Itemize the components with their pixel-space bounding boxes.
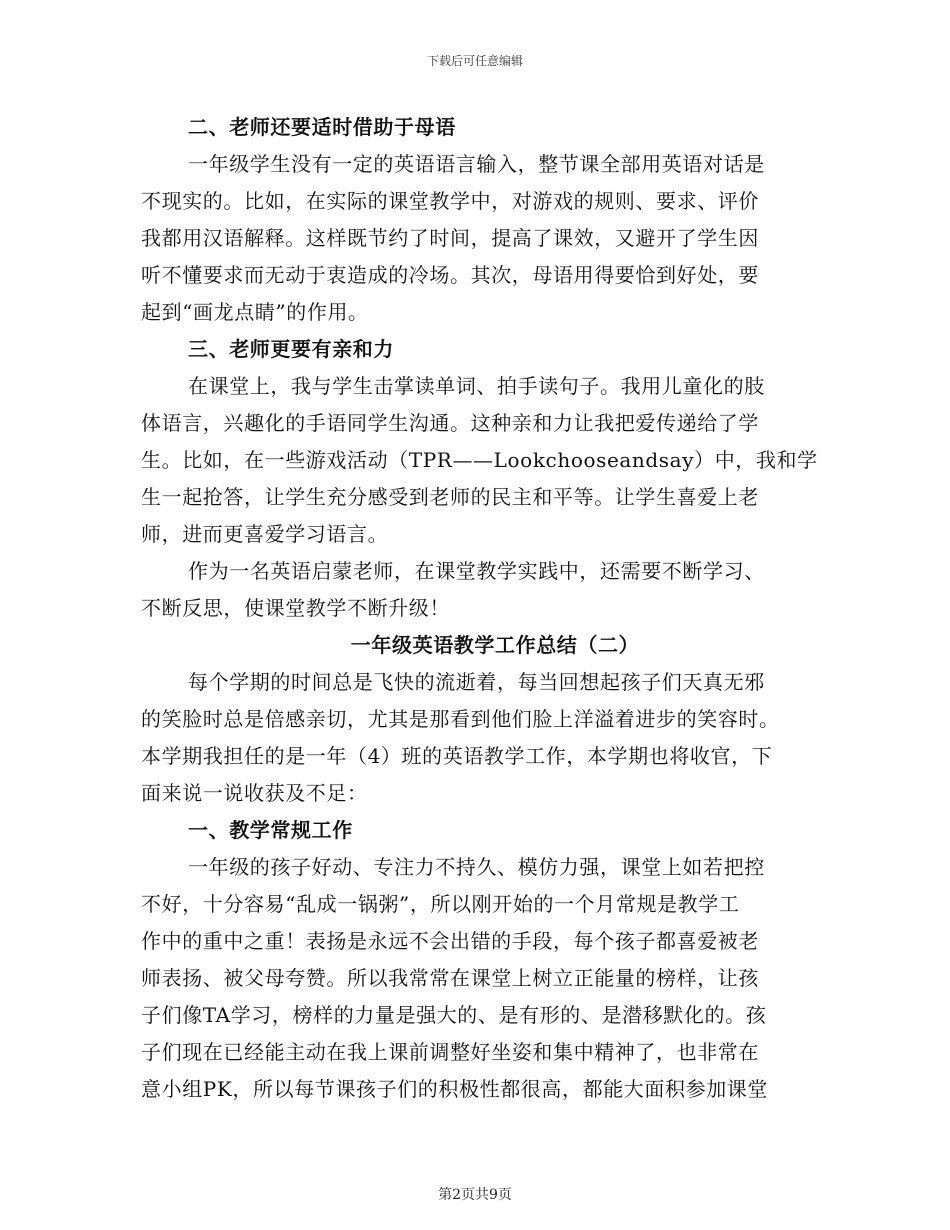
paragraph-line: 不好，十分容易“乱成一锅粥”，所以刚开始的一个月常规是教学工	[141, 892, 740, 916]
paragraph-line: 每个学期的时间总是飞快的流逝着，每当回想起孩子们天真无邪	[188, 670, 765, 694]
paragraph-line: 不断反思，使课堂教学不断升级！	[141, 596, 450, 620]
section-heading: 一、教学常规工作	[188, 818, 353, 842]
paragraph-line: 的笑脸时总是倍感亲切，尤其是那看到他们脸上洋溢着进步的笑容时。	[141, 707, 780, 731]
paragraph-line: 师，进而更喜爱学习语言。	[141, 522, 389, 546]
paragraph-line: 一年级的孩子好动、专注力不持久、模仿力强，课堂上如若把控	[188, 855, 765, 879]
paragraph-line: 本学期我担任的是一年（4）班的英语教学工作，本学期也将收官，下	[141, 744, 773, 768]
paragraph-line: 一年级学生没有一定的英语语言输入，整节课全部用英语对话是	[188, 152, 765, 176]
paragraph-line: 生一起抢答，让学生充分感受到老师的民主和平等。让学生喜爱上老	[141, 485, 759, 509]
paragraph-line: 体语言，兴趣化的手语同学生沟通。这种亲和力让我把爱传递给了学	[141, 411, 759, 435]
paragraph-line: 子们现在已经能主动在我上课前调整好坐姿和集中精神了，也非常在	[141, 1040, 759, 1064]
paragraph-line: 面来说一说收获及不足：	[141, 781, 368, 805]
paragraph-line: 作为一名英语启蒙老师，在课堂教学实践中，还需要不断学习、	[188, 559, 765, 583]
document-title: 一年级英语教学工作总结（二）	[350, 633, 640, 657]
paragraph-line: 听不懂要求而无动于衷造成的冷场。其次，母语用得要恰到好处，要	[141, 263, 759, 287]
paragraph-line: 意小组PK，所以每节课孩子们的积极性都很高，都能大面积参加课堂	[141, 1077, 768, 1101]
section-heading: 二、老师还要适时借助于母语	[188, 115, 456, 139]
paragraph-line: 师表扬、被父母夸赞。所以我常常在课堂上树立正能量的榜样，让孩	[141, 966, 759, 990]
paragraph-line: 在课堂上，我与学生击掌读单词、拍手读句子。我用儿童化的肢	[188, 374, 765, 398]
paragraph-line: 起到“画龙点睛”的作用。	[141, 300, 369, 324]
document-body	[141, 109, 818, 1108]
page-header: 下载后可任意编辑	[426, 54, 523, 68]
page-footer: 第2页共9页	[438, 1187, 512, 1203]
paragraph-line: 生。比如，在一些游戏活动（TPR——Lookchooseandsay）中，我和学	[141, 448, 818, 472]
section-heading: 三、老师更要有亲和力	[188, 337, 394, 361]
paragraph-line: 子们像TA学习，榜样的力量是强大的、是有形的、是潜移默化的。孩	[141, 1003, 767, 1027]
paragraph-line: 作中的重中之重！表扬是永远不会出错的手段，每个孩子都喜爱被老	[141, 929, 759, 953]
paragraph-line: 我都用汉语解释。这样既节约了时间，提高了课效，又避开了学生因	[141, 226, 759, 250]
paragraph-line: 不现实的。比如，在实际的课堂教学中，对游戏的规则、要求、评价	[141, 189, 759, 213]
